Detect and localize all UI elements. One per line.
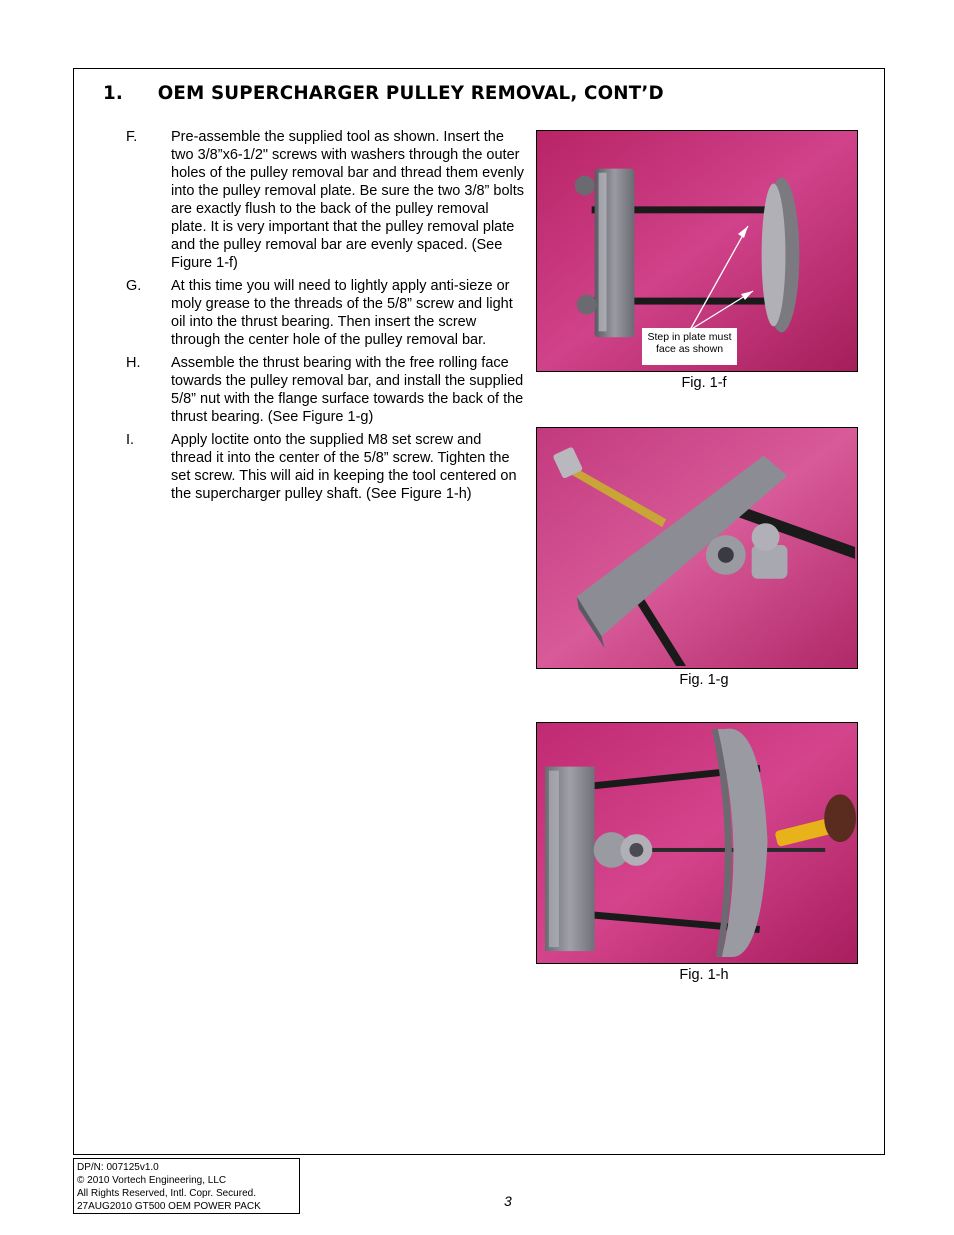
figure-1f-caption: Fig. 1-f (681, 375, 727, 391)
footer-line: All Rights Reserved, Intl. Copr. Secured. (77, 1188, 256, 1199)
instruction-list (126, 128, 526, 508)
step-text: Apply loctite onto the supplied M8 set screw and thread it into the center of the 5/8” screw. Tighten the set screw. This will aid in keeping the tool centered on the supercharger pulley shaft. (See Figure 1-h) (171, 432, 517, 502)
figure-1h-photo (536, 722, 858, 964)
figure-1f-callout: Step in plate must face as shown (642, 328, 737, 365)
page-number: 3 (504, 1193, 512, 1209)
list-item (126, 431, 526, 503)
footer-line: © 2010 Vortech Engineering, LLC (77, 1175, 227, 1186)
list-item (126, 354, 526, 426)
step-letter: F. (126, 129, 138, 145)
list-item (126, 128, 526, 272)
footer-line: 27AUG2010 GT500 OEM POWER PACK (77, 1201, 261, 1212)
figure-1h-caption: Fig. 1-h (679, 967, 729, 983)
step-text: Pre-assemble the supplied tool as shown. Insert the two 3/8”x6-1/2" screws with washers through the outer holes of the pulley removal bar and thread them evenly into the pulley removal plate. Be sure the two 3/8” bolts are exactly flush to the back of the pulley removal plate. It is very important that the pulley removal plate and the pulley removal bar are evenly spaced. (See Figure 1-f) (171, 129, 525, 271)
step-letter: I. (126, 432, 135, 448)
step-letter: G. (126, 278, 142, 294)
figure-1g-caption: Fig. 1-g (679, 672, 729, 688)
section-heading (103, 82, 664, 104)
figure-1g-photo (536, 427, 858, 669)
list-item (126, 277, 526, 349)
step-letter: H. (126, 355, 141, 371)
section-number: 1. (103, 82, 124, 104)
step-text: Assemble the thrust bearing with the free rolling face towards the pulley removal bar, and install the supplied 5/8” nut with the flange surface towards the back of the thrust bearing. (See Figure 1-g) (171, 355, 524, 425)
section-title: OEM SUPERCHARGER PULLEY REMOVAL, CONT’D (157, 82, 664, 104)
footer-info-box (73, 1158, 300, 1214)
footer-line: DP/N: 007125v1.0 (77, 1162, 159, 1173)
step-text: At this time you will need to lightly apply anti-sieze or moly grease to the threads of the 5/8” screw and light oil into the thrust bearing. Then insert the screw through the center hole of the pulley removal bar. (171, 278, 513, 348)
